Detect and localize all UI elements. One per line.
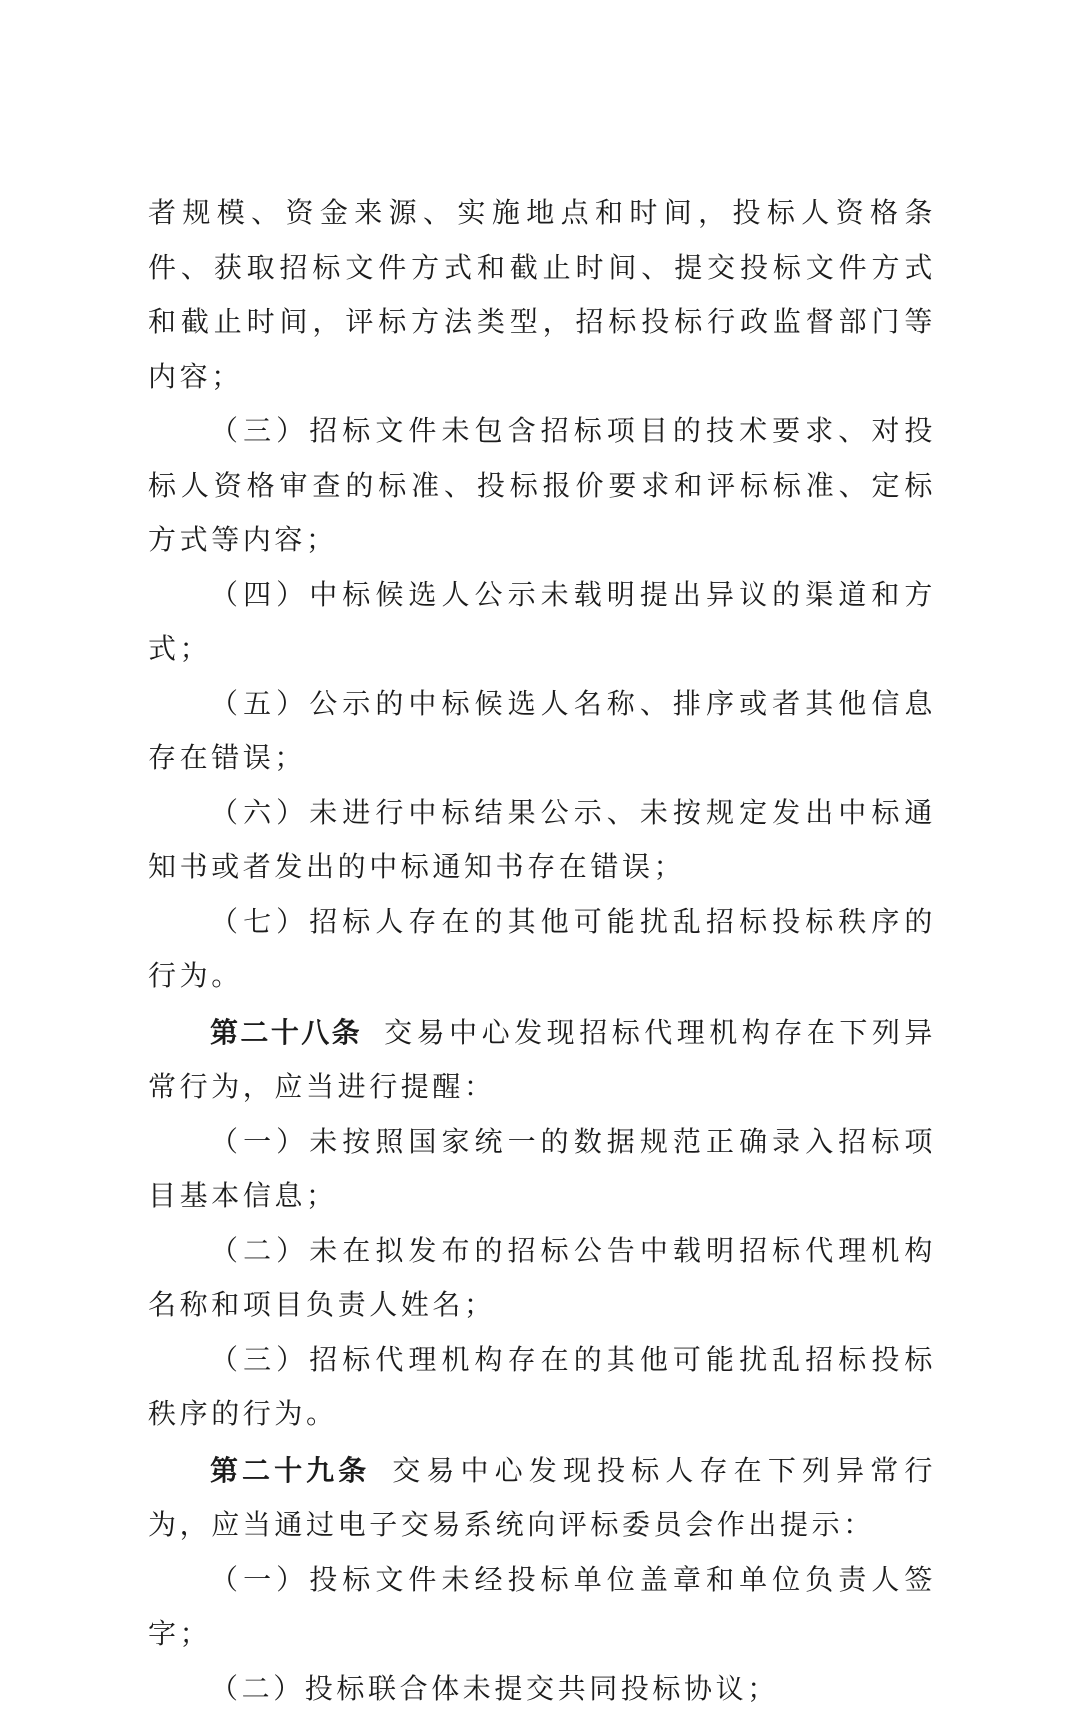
clause-paragraph [148,1333,936,1442]
paragraph-text: （二）未在拟发布的招标公告中载明招标代理机构名称和项目负责人姓名； [148,1234,936,1322]
article-paragraph [148,1444,936,1553]
paragraph-text: （五）公示的中标候选人名称、排序或者其他信息存在错误； [148,687,936,775]
paragraph-text: （四）中标候选人公示未载明提出异议的渠道和方式； [148,578,936,666]
article-paragraph [148,1006,936,1115]
paragraph-text: （七）招标人存在的其他可能扰乱招标投标秩序的行为。 [148,905,936,993]
article-heading: 第二十九条 [210,1454,370,1487]
paragraph-text: （三）招标代理机构存在的其他可能扰乱招标投标秩序的行为。 [148,1343,936,1431]
clause-paragraph [148,1224,936,1333]
clause-paragraph [148,1662,936,1716]
paragraph-text: （六）未进行中标结果公示、未按规定发出中标通知书或者发出的中标通知书存在错误； [148,796,936,884]
clause-paragraph [148,895,936,1004]
clause-paragraph [148,1115,936,1224]
paragraph-text: 交易中心发现投标人存在下列异常行为，应当通过电子交易系统向评标委员会作出提示： [148,1454,936,1542]
clause-paragraph [148,677,936,786]
paragraph-text: 交易中心发现招标代理机构存在下列异常行为，应当进行提醒： [148,1016,936,1104]
paragraph-text: （三）招标文件未包含招标项目的技术要求、对投标人资格审查的标准、投标报价要求和评标标准、定标方式等内容； [148,414,936,556]
clause-paragraph [148,786,936,895]
body-text [148,186,936,1716]
clause-paragraph [148,186,936,404]
paragraph-text: （二）投标联合体未提交共同投标协议； [210,1672,779,1705]
clause-paragraph [148,568,936,677]
clause-paragraph [148,404,936,568]
clause-paragraph [148,1553,936,1662]
paragraph-text: （一）投标文件未经投标单位盖章和单位负责人签字； [148,1563,936,1651]
paragraph-text: 者规模、资金来源、实施地点和时间，投标人资格条件、获取招标文件方式和截止时间、提交投标文件方式和截止时间，评标方法类型，招标投标行政监督部门等内容； [148,196,936,393]
paragraph-text: （一）未按照国家统一的数据规范正确录入招标项目基本信息； [148,1125,936,1213]
article-heading: 第二十八条 [210,1016,362,1049]
